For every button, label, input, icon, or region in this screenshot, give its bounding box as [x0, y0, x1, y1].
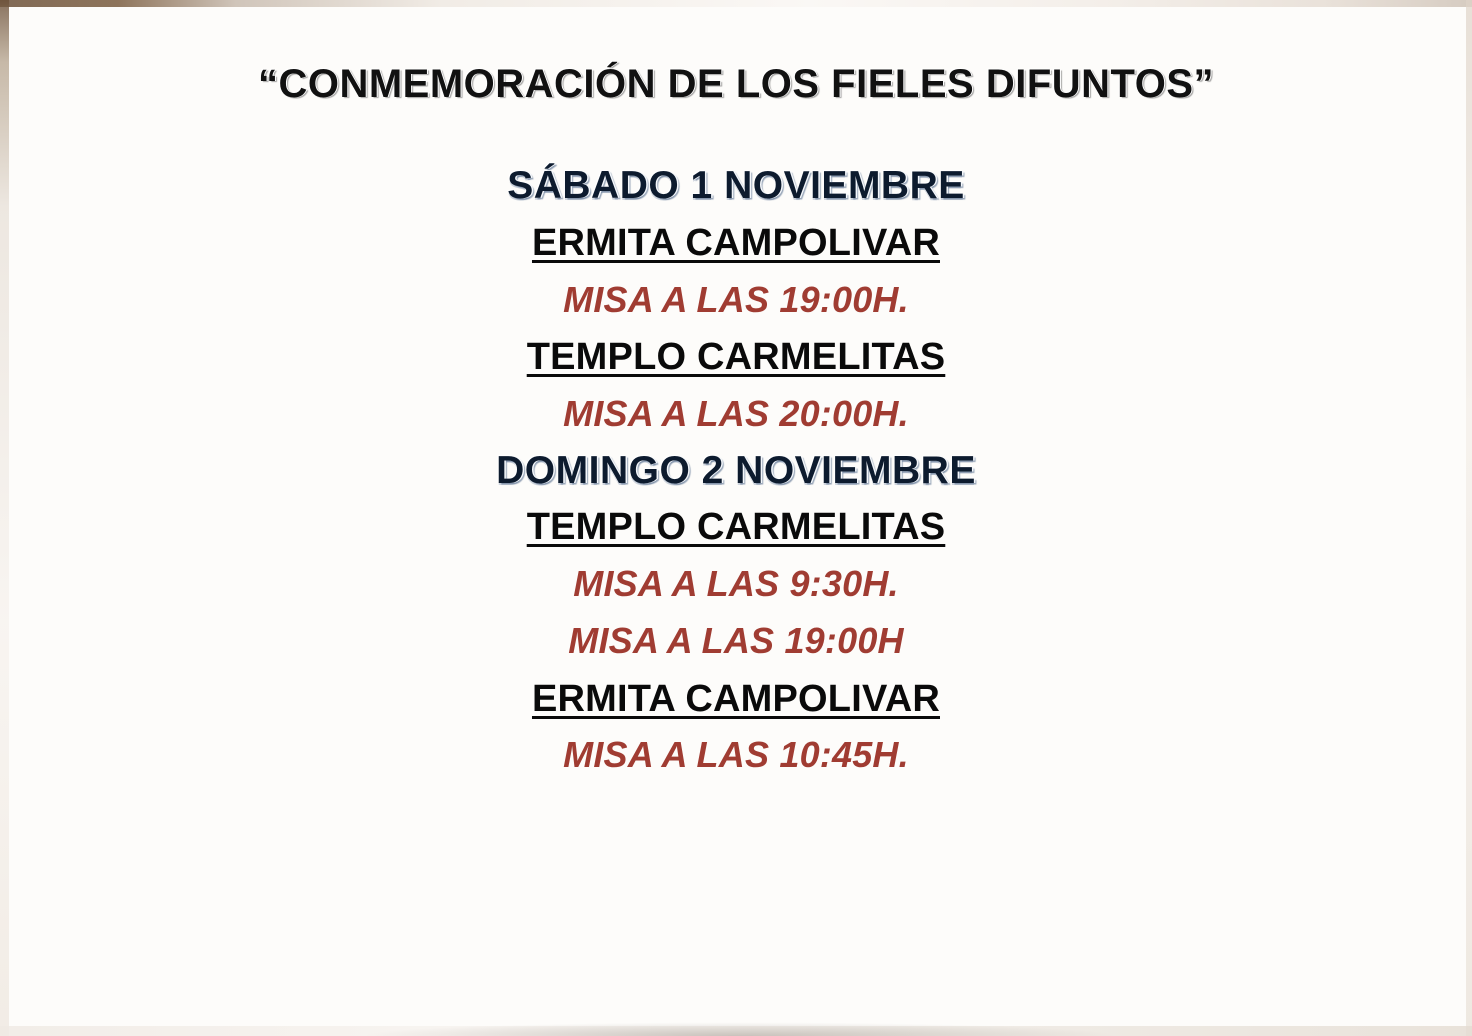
schedule-mass-time: MISA A LAS 20:00H.: [563, 392, 909, 434]
schedule-place-heading: TEMPLO CARMELITAS: [526, 506, 946, 549]
schedule-day-heading: DOMINGO 2 NOVIEMBRE: [496, 448, 976, 492]
schedule-day-heading: SÁBADO 1 NOVIEMBRE: [507, 164, 965, 207]
paper-shadow: [360, 1022, 1120, 1036]
schedule-place-heading: TEMPLO CARMELITAS: [526, 336, 946, 379]
schedule-mass-time: MISA A LAS 9:30H.: [573, 563, 899, 605]
schedule-mass-time: MISA A LAS 19:00H: [568, 619, 904, 661]
schedule-list: [0, 159, 1472, 785]
schedule-mass-time: MISA A LAS 10:45H.: [563, 734, 909, 776]
page-title: “CONMEMORACIÓN DE LOS FIELES DIFUNTOS”: [257, 62, 1215, 106]
schedule-place-heading: ERMITA CAMPOLIVAR: [531, 221, 940, 264]
schedule-place-heading: ERMITA CAMPOLIVAR: [531, 677, 940, 720]
schedule-mass-time: MISA A LAS 19:00H.: [563, 278, 909, 320]
